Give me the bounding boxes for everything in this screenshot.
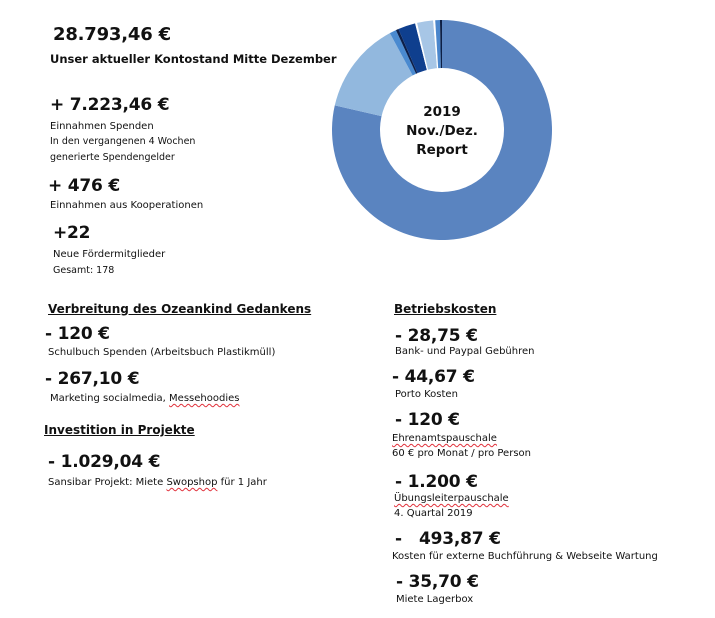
section-title-costs: Betriebskosten	[394, 302, 497, 316]
members-label: Neue Fördermitglieder	[53, 249, 166, 260]
outreach-item1-amount: - 120 €	[45, 324, 110, 344]
outreach-item2-label	[50, 393, 239, 404]
balance-label: Unser aktueller Kontostand Mitte Dezember	[50, 52, 337, 66]
center-label-report: Report	[416, 142, 468, 158]
outreach-item2-amount: - 267,10 €	[45, 369, 140, 389]
balance-amount: 28.793,46 €	[53, 24, 171, 45]
cost-item4-amount: - 1.200 €	[395, 472, 478, 492]
cost-item1-label: Bank- und Paypal Gebühren	[395, 346, 535, 357]
cost-item3-amount: - 120 €	[395, 410, 460, 430]
cost-item6-label: Miete Lagerbox	[396, 594, 474, 605]
projects-item1-label-suffix: für 1 Jahr	[217, 477, 267, 488]
donations-label: Einnahmen Spenden	[50, 121, 154, 132]
projects-item1-amount: - 1.029,04 €	[48, 452, 161, 472]
section-title-projects: Investition in Projekte	[44, 423, 195, 437]
projects-item1-label	[48, 477, 267, 488]
donut-chart	[330, 18, 554, 242]
outreach-item2-label-underlined: Messehoodies	[169, 393, 240, 404]
cost-item4-note: 4. Quartal 2019	[394, 508, 473, 519]
cost-item2-amount: - 44,67 €	[392, 367, 475, 387]
center-label-period: Nov./Dez.	[406, 123, 478, 139]
members-amount: +22	[53, 223, 91, 243]
coop-amount: + 476 €	[48, 176, 120, 196]
cost-item2-label: Porto Kosten	[395, 389, 458, 400]
donations-note-line1: In den vergangenen 4 Wochen	[50, 136, 196, 147]
center-label-year: 2019	[423, 104, 461, 120]
cost-item1-amount: - 28,75 €	[395, 326, 478, 346]
cost-item3-note: 60 € pro Monat / pro Person	[392, 448, 531, 459]
projects-item1-label-underlined: Swopshop	[166, 477, 218, 488]
donations-amount: + 7.223,46 €	[50, 95, 170, 115]
donations-note-line2: generierte Spendengelder	[50, 152, 175, 163]
projects-item1-label-prefix: Sansibar Projekt: Miete	[48, 477, 167, 488]
coop-label: Einnahmen aus Kooperationen	[50, 200, 204, 211]
section-title-outreach: Verbreitung des Ozeankind Gedankens	[48, 302, 312, 316]
cost-item3-label: Ehrenamtspauschale	[392, 433, 497, 444]
outreach-item2-label-prefix: Marketing socialmedia,	[50, 393, 170, 404]
cost-item5-label: Kosten für externe Buchführung & Webseite Wartung	[392, 551, 658, 562]
members-total: Gesamt: 178	[53, 265, 115, 276]
outreach-item1-label: Schulbuch Spenden (Arbeitsbuch Plastikmüll)	[48, 347, 276, 358]
cost-item5-amount: - 493,87 €	[395, 529, 501, 549]
cost-item4-label: Übungsleiterpauschale	[394, 493, 509, 504]
cost-item6-amount: - 35,70 €	[396, 572, 479, 592]
